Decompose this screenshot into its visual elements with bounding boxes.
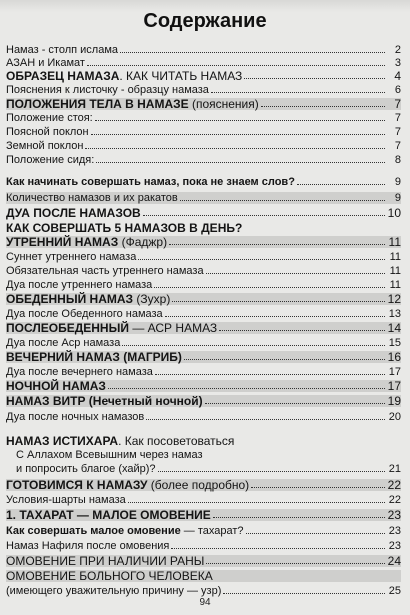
toc-entry: Положение сидя: 8 [6, 154, 401, 166]
toc-entry: УТРЕННИЙ НАМАЗ (Фаджр) 11 [6, 235, 401, 249]
toc-entry: АЗАН и Икамат 3 [6, 57, 401, 69]
toc-entry: Намаз Нафиля после омовения 23 [6, 540, 401, 552]
toc-entry: ДУА ПОСЛЕ НАМАЗОВ 10 [6, 206, 401, 220]
toc-entry: Условия-шарты намаза 22 [6, 494, 401, 506]
toc-entry: НОЧНОЙ НАМАЗ 17 [6, 379, 401, 393]
toc-entry: Суннет утреннего намаза 11 [6, 251, 401, 263]
toc-entry: Дуа после ночных намазов 20 [6, 411, 401, 423]
toc-entry: Пояснения к листочку - образцу намаза 6 [6, 84, 401, 96]
toc-entry: Дуа после утреннего намаза 11 [6, 279, 401, 291]
toc-entry: С Аллахом Всевышним через намаз [16, 449, 203, 461]
toc-entry: и попросить благое (хайр)? 21 [16, 463, 401, 475]
toc-entry: ОМОВЕНИЕ БОЛЬНОГО ЧЕЛОВЕКА [6, 570, 401, 582]
toc-entry: ВЕЧЕРНИЙ НАМАЗ (МАГРИБ) 16 [6, 350, 401, 364]
toc-entry: КАК СОВЕРШАТЬ 5 НАМАЗОВ В ДЕНЬ? [6, 221, 243, 235]
toc-entry: Земной поклон 7 [6, 140, 401, 152]
page-title: Содержание [143, 10, 267, 32]
toc-entry: Дуа после Аср намаза 15 [6, 337, 401, 349]
toc-entry: ОМОВЕНИЕ ПРИ НАЛИЧИИ РАНЫ 24 [6, 554, 401, 568]
toc-entry: НАМАЗ ВИТР (Нечетный ночной) 19 [6, 394, 401, 408]
toc-entry: ГОТОВИМСЯ К НАМАЗУ (более подробно) 22 [6, 478, 401, 492]
toc-entry: Обязательная часть утреннего намаза 11 [6, 265, 401, 277]
toc-entry: Намаз - столп ислама 2 [6, 44, 401, 56]
toc-entry: Как начинать совершать намаз, пока не знаем слов? 9 [6, 176, 401, 188]
toc-entry: НАМАЗ ИСТИХАРА. Как посоветоваться [6, 434, 235, 448]
page-number: 94 [199, 597, 211, 608]
toc-entry: ПОЛОЖЕНИЯ ТЕЛА В НАМАЗЕ (пояснения) 7 [6, 97, 401, 111]
toc-entry: Положение стоя: 7 [6, 112, 401, 124]
toc-entry: ПОСЛЕОБЕДЕННЫЙ — АСР НАМАЗ 14 [6, 321, 401, 335]
toc-entry: Дуа после вечернего намаза 17 [6, 366, 401, 378]
toc-entry: ОБРАЗЕЦ НАМАЗА. КАК ЧИТАТЬ НАМАЗ 4 [6, 69, 401, 83]
toc-entry: ОБЕДЕННЫЙ НАМАЗ (Зухр) 12 [6, 292, 401, 306]
toc-entry: Поясной поклон 7 [6, 126, 401, 138]
toc-entry: (имеющего уважительную причину — узр) 25 [6, 585, 401, 597]
toc-entry: Как совершать малое омовение — тахарат? 23 [6, 525, 401, 537]
toc-entry: 1. ТАХАРАТ — МАЛОЕ ОМОВЕНИЕ 23 [6, 508, 401, 522]
toc-entry: Количество намазов и их ракатов 9 [6, 192, 401, 204]
toc-entry: Дуа после Обеденного намаза 13 [6, 308, 401, 320]
